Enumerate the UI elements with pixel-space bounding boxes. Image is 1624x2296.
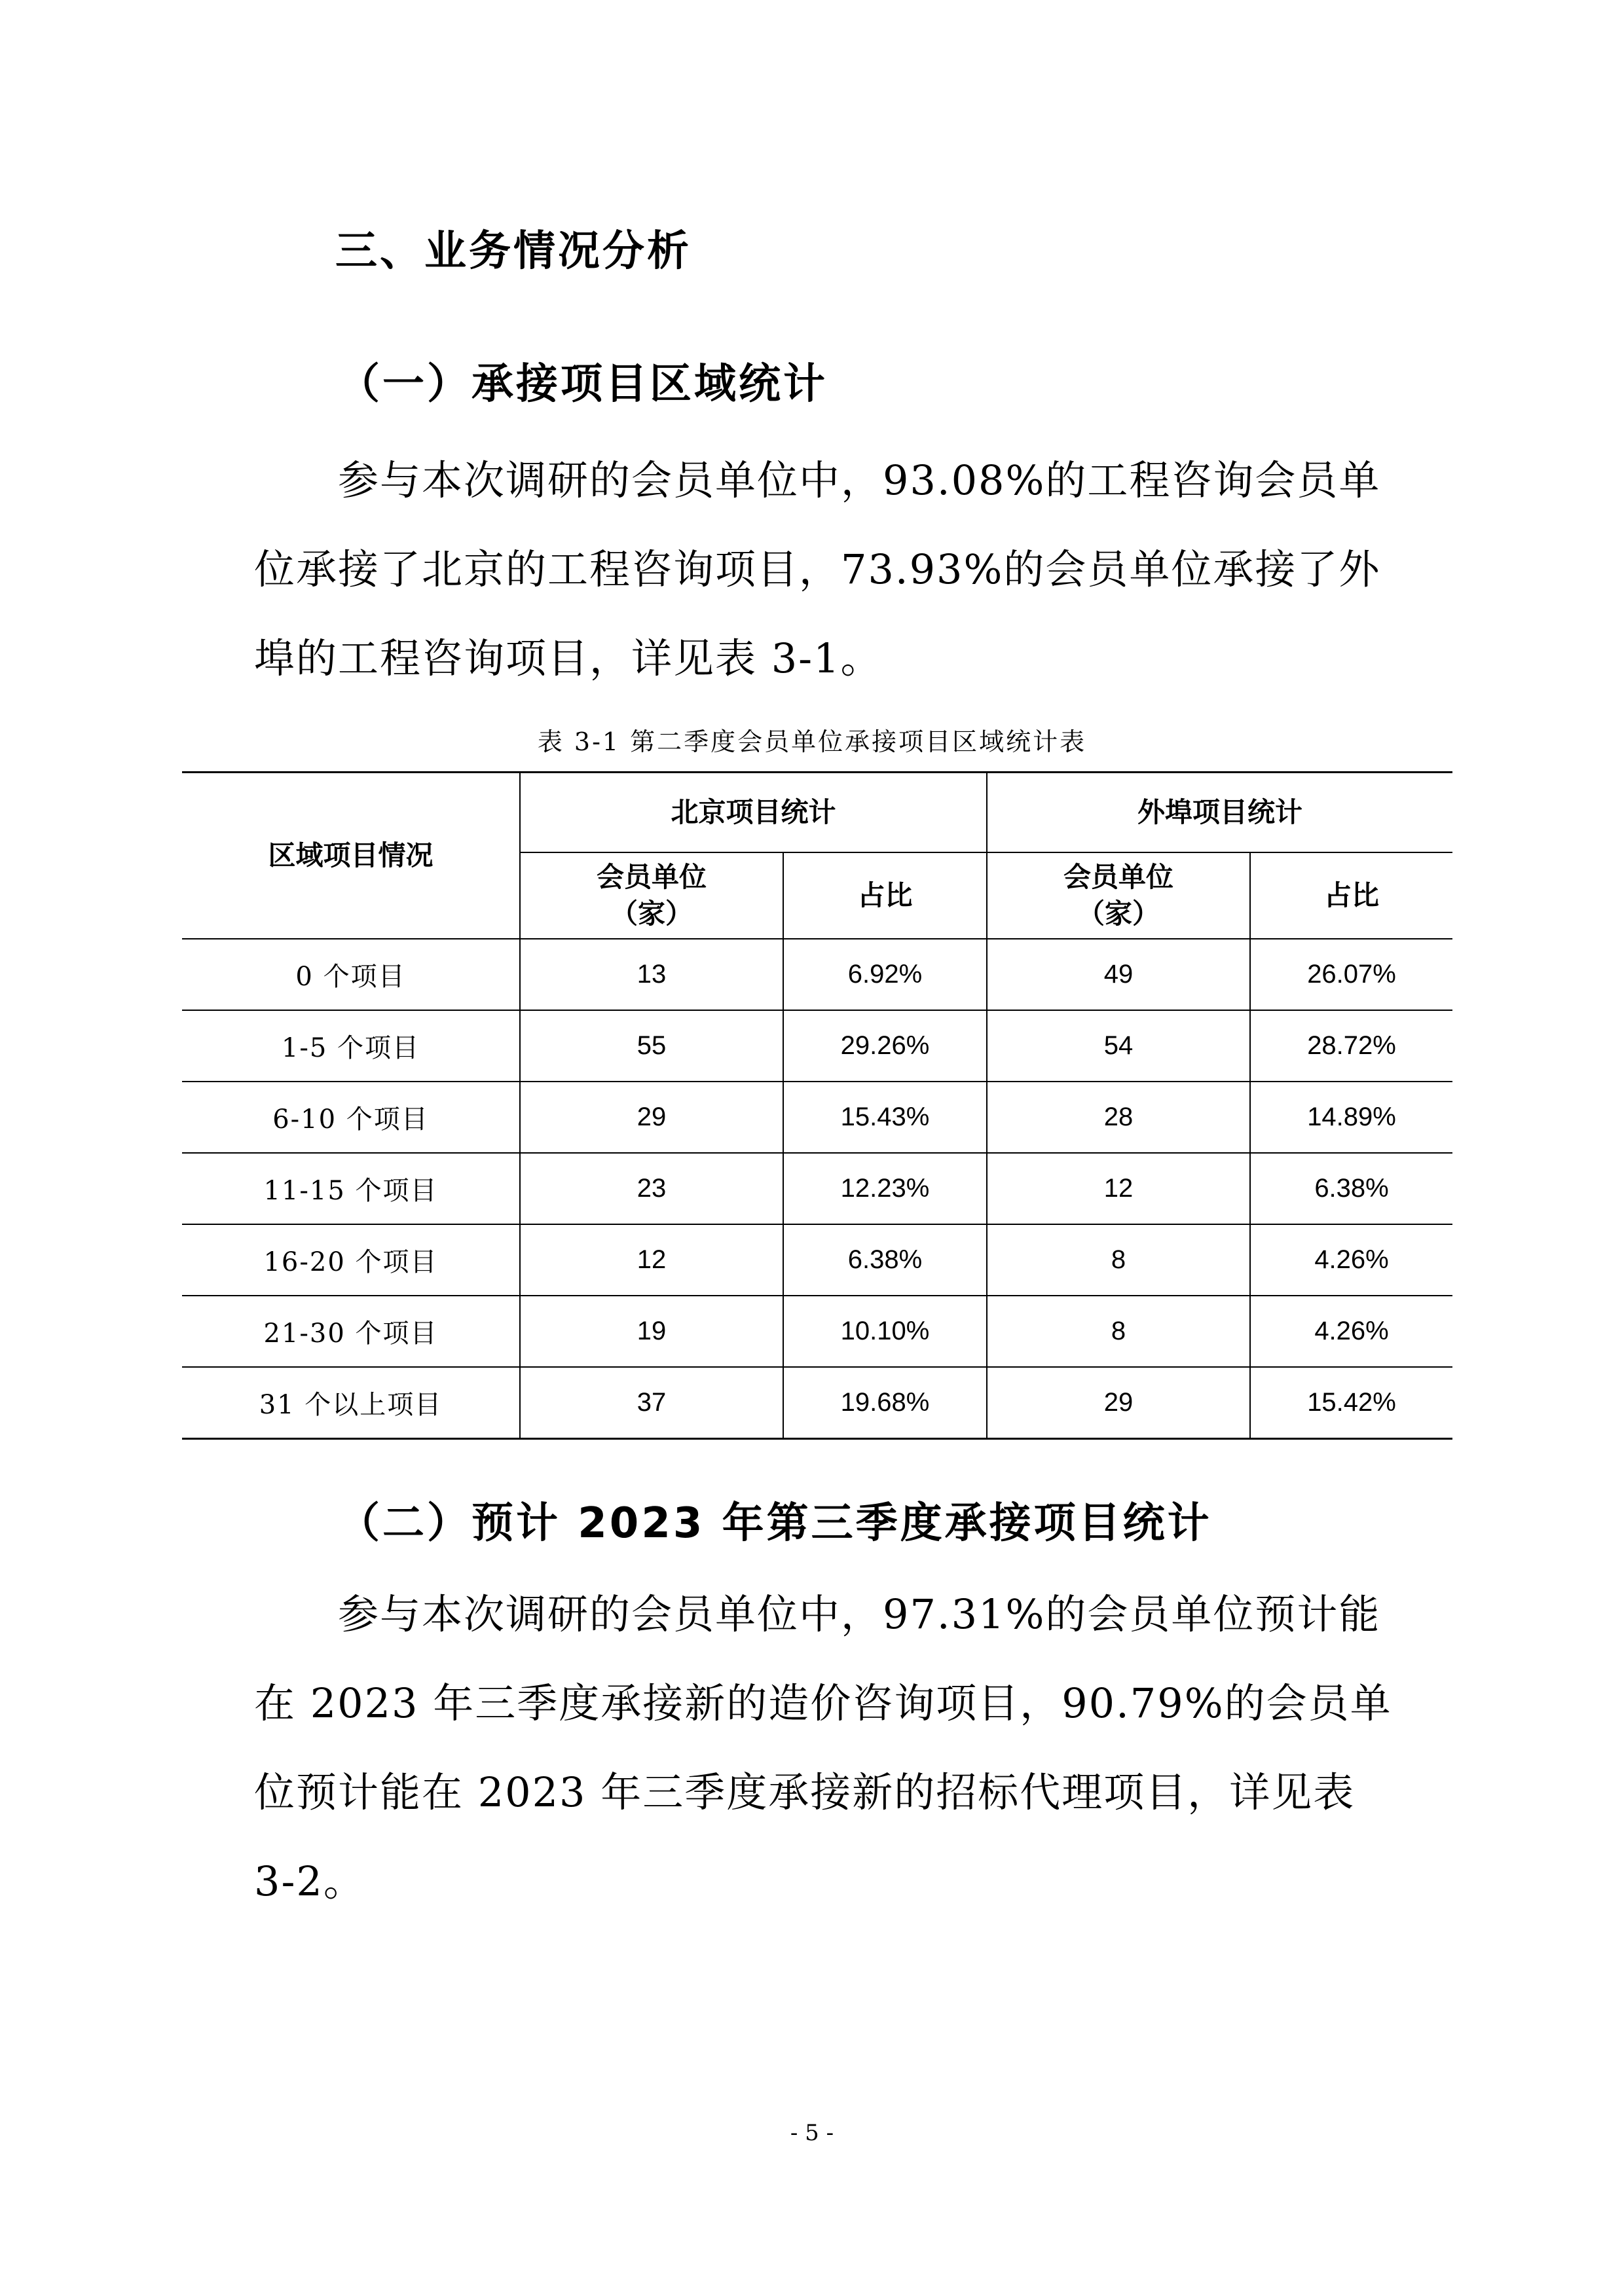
beijing-count: 19: [520, 1296, 783, 1367]
page-number: - 5 -: [790, 2120, 834, 2146]
table-row: [182, 1153, 1452, 1224]
table-header-row: [182, 773, 1452, 853]
beijing-count: 23: [520, 1153, 783, 1224]
members-label: 会员单位: [1063, 861, 1174, 893]
members-unit: （家）: [610, 898, 693, 930]
table-row: [182, 1082, 1452, 1153]
paragraph-2: [254, 1570, 1393, 1926]
paragraph-2-line: 在 2023 年三季度承接新的造价咨询项目，90.79%的会员单: [254, 1679, 1392, 1727]
paragraph-1: [254, 436, 1393, 703]
members-label: 会员单位: [596, 861, 707, 893]
region-stats-table: [182, 771, 1452, 1440]
table-row: [182, 1367, 1452, 1439]
beijing-count: 29: [520, 1082, 783, 1153]
outside-count: 12: [987, 1153, 1250, 1224]
outside-count: 54: [987, 1010, 1250, 1082]
members-unit: （家）: [1077, 898, 1160, 930]
paragraph-1-line: 位承接了北京的工程咨询项目，73.93%的会员单位承接了外: [254, 545, 1381, 593]
row-label: 1-5 个项目: [182, 1010, 520, 1082]
outside-ratio: 4.26%: [1250, 1224, 1452, 1296]
beijing-ratio: 10.10%: [783, 1296, 987, 1367]
beijing-count: 13: [520, 939, 783, 1010]
subsection-title-1: （一）承接项目区域统计: [338, 360, 828, 409]
table-row: [182, 1224, 1452, 1296]
paragraph-1-line: 埠的工程咨询项目，详见表 3-1。: [254, 634, 883, 682]
section-title: 三、业务情况分析: [335, 227, 692, 276]
outside-ratio: 15.42%: [1250, 1367, 1452, 1439]
row-label: 11-15 个项目: [182, 1153, 520, 1224]
row-label: 21-30 个项目: [182, 1296, 520, 1367]
beijing-count: 12: [520, 1224, 783, 1296]
row-label: 16-20 个项目: [182, 1224, 520, 1296]
row-label: 31 个以上项目: [182, 1367, 520, 1439]
outside-group-header: 外埠项目统计: [987, 773, 1452, 853]
beijing-ratio: 12.23%: [783, 1153, 987, 1224]
paragraph-1-line: 参与本次调研的会员单位中，93.08%的工程咨询会员单: [338, 456, 1381, 504]
table-caption: 表 3-1 第二季度会员单位承接项目区域统计表: [537, 727, 1087, 756]
paragraph-2-line: 参与本次调研的会员单位中，97.31%的会员单位预计能: [338, 1590, 1381, 1638]
outside-ratio: 26.07%: [1250, 939, 1452, 1010]
beijing-members-header: [520, 852, 783, 939]
table-row: [182, 939, 1452, 1010]
outside-ratio: 14.89%: [1250, 1082, 1452, 1153]
subsection-title-2: （二）预计 2023 年第三季度承接项目统计: [338, 1499, 1212, 1548]
beijing-count: 37: [520, 1367, 783, 1439]
table-row: [182, 1010, 1452, 1082]
table-row: [182, 1296, 1452, 1367]
paragraph-2-line: 位预计能在 2023 年三季度承接新的招标代理项目，详见表: [254, 1768, 1356, 1816]
outside-count: 49: [987, 939, 1250, 1010]
outside-count: 29: [987, 1367, 1250, 1439]
beijing-ratio: 6.92%: [783, 939, 987, 1010]
beijing-ratio: 6.38%: [783, 1224, 987, 1296]
beijing-group-header: 北京项目统计: [520, 773, 987, 853]
outside-count: 8: [987, 1224, 1250, 1296]
outside-ratio: 4.26%: [1250, 1296, 1452, 1367]
outside-members-header: [987, 852, 1250, 939]
outside-ratio-header: 占比: [1250, 852, 1452, 939]
beijing-ratio: 29.26%: [783, 1010, 987, 1082]
row-label: 6-10 个项目: [182, 1082, 520, 1153]
outside-count: 28: [987, 1082, 1250, 1153]
beijing-ratio: 19.68%: [783, 1367, 987, 1439]
beijing-count: 55: [520, 1010, 783, 1082]
row-label: 0 个项目: [182, 939, 520, 1010]
beijing-ratio: 15.43%: [783, 1082, 987, 1153]
outside-ratio: 6.38%: [1250, 1153, 1452, 1224]
outside-count: 8: [987, 1296, 1250, 1367]
beijing-ratio-header: 占比: [783, 852, 987, 939]
outside-ratio: 28.72%: [1250, 1010, 1452, 1082]
row-header-cell: 区域项目情况: [182, 773, 520, 939]
paragraph-2-line: 3-2。: [254, 1857, 365, 1905]
